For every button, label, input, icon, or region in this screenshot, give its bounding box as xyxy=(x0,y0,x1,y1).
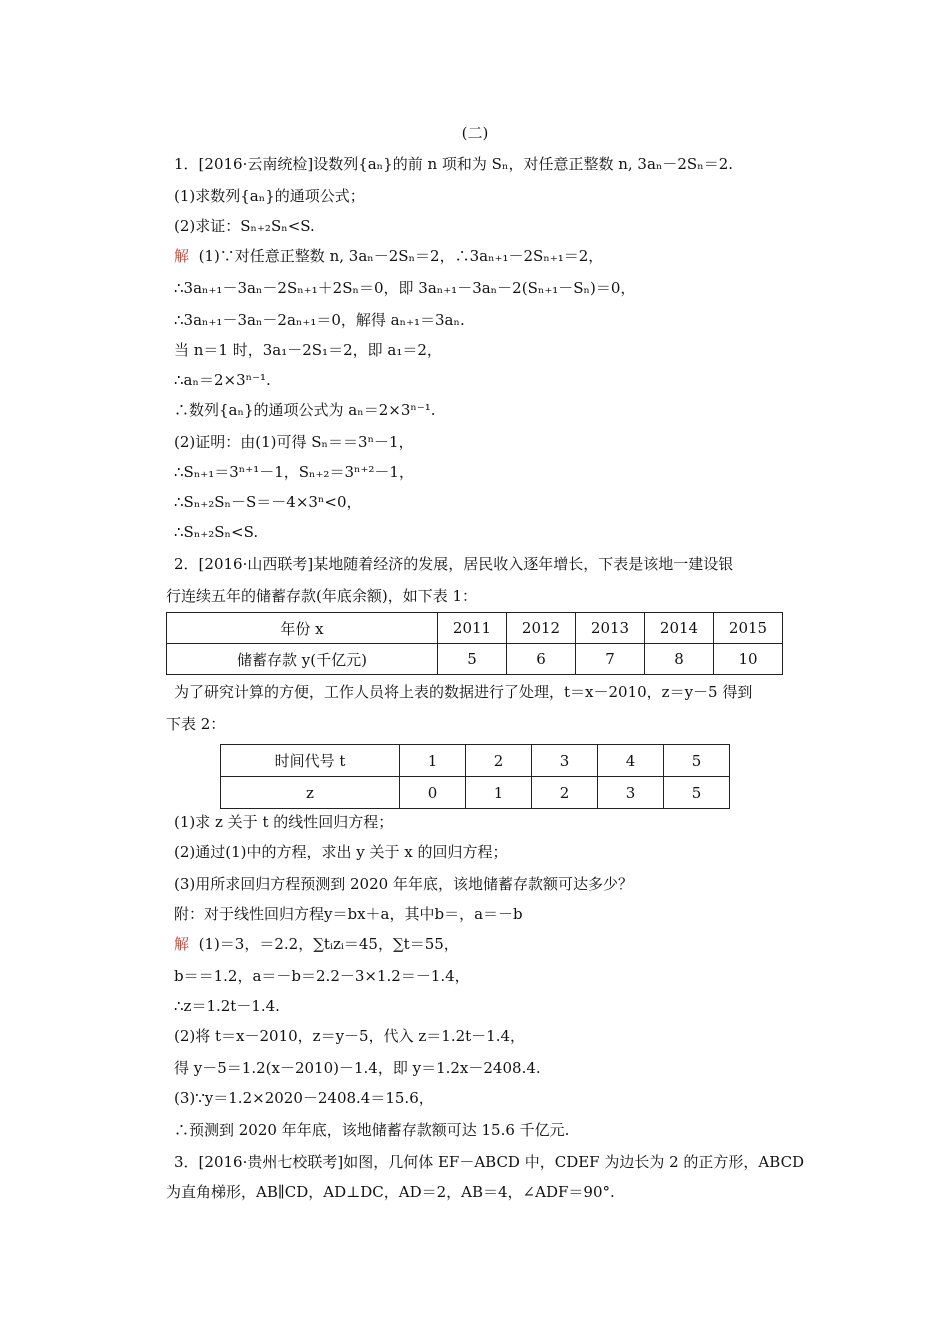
table-cell: 4 xyxy=(598,745,664,777)
table-row xyxy=(221,745,730,777)
section-title: (二) xyxy=(461,124,489,142)
solution-line: ∴Sₙ₊₂Sₙ<S. xyxy=(174,523,259,541)
problem-1-question: 1．[2016·云南统检]设数列{aₙ}的前 n 项和为 Sₙ，对任意正整数 n, 3aₙ－2Sₙ＝2. xyxy=(174,155,734,173)
problem-2-transform-cont: 下表 2： xyxy=(166,715,226,733)
table-2 xyxy=(220,744,730,809)
solution-line: ∴3aₙ₊₁－3aₙ－2Sₙ₊₁＋2Sₙ＝0，即 3aₙ₊₁－3aₙ－2(Sₙ₊₁－Sₙ)＝0， xyxy=(174,279,636,297)
table-row xyxy=(167,613,783,644)
solution-line: ∴3aₙ₊₁－3aₙ－2aₙ₊₁＝0，解得 aₙ₊₁＝3aₙ. xyxy=(174,311,465,329)
problem-1-solution-start xyxy=(174,246,603,266)
table-cell: 3 xyxy=(598,777,664,809)
solution-line: b＝＝1.2，a＝－b＝2.2－3×1.2＝－1.4， xyxy=(174,967,470,985)
solution-line: (3)∵y＝1.2×2020－2408.4＝15.6， xyxy=(174,1089,434,1107)
solution-line: (2)将 t＝x－2010，z＝y－5，代入 z＝1.2t－1.4， xyxy=(174,1027,526,1045)
solution-line: ∴数列{aₙ}的通项公式为 aₙ＝2×3ⁿ⁻¹. xyxy=(174,401,436,419)
problem-3-question: 3．[2016·贵州七校联考]如图，几何体 EF－ABCD 中，CDEF 为边长为 2 的正方形，ABCD xyxy=(174,1153,805,1171)
solution-label: 解 xyxy=(174,935,190,953)
table-row xyxy=(221,777,730,809)
solution-line: (2)证明：由(1)可得 Sₙ＝＝3ⁿ－1， xyxy=(174,433,414,451)
problem-2-question-cont: 行连续五年的储蓄存款(年底余额)，如下表 1： xyxy=(166,587,478,605)
table-cell: 3 xyxy=(532,745,598,777)
table-cell: 6 xyxy=(507,644,576,675)
problem-2-appendix: 附：对于线性回归方程y＝bx＋a，其中b＝，a＝－b xyxy=(174,905,523,923)
table-cell: 2011 xyxy=(438,613,507,644)
solution-line: (1)∵对任意正整数 n, 3aₙ－2Sₙ＝2，∴3aₙ₊₁－2Sₙ₊₁＝2， xyxy=(198,247,604,265)
problem-3-question-cont: 为直角梯形，AB∥CD，AD⊥DC，AD＝2，AB＝4，∠ADF＝90°. xyxy=(166,1183,615,1201)
problem-2-part-3: (3)用所求回归方程预测到 2020 年年底，该地储蓄存款额可达多少？ xyxy=(174,875,633,893)
solution-line: (1)＝3，＝2.2，∑tᵢzᵢ＝45，∑t＝55， xyxy=(198,935,459,953)
problem-2-question: 2．[2016·山西联考]某地随着经济的发展，居民收入逐年增长，下表是该地一建设银 xyxy=(174,555,734,573)
solution-line: ∴Sₙ₊₂Sₙ－S＝－4×3ⁿ<0， xyxy=(174,493,362,511)
solution-line: ∴aₙ＝2×3ⁿ⁻¹. xyxy=(174,371,271,389)
solution-line: ∴z＝1.2t－1.4. xyxy=(174,997,280,1015)
table-cell: 5 xyxy=(438,644,507,675)
solution-line: 得 y－5＝1.2(x－2010)－1.4，即 y＝1.2x－2408.4. xyxy=(174,1059,541,1077)
table-cell: 2015 xyxy=(714,613,783,644)
table-cell: 年份 x xyxy=(167,613,438,644)
table-cell: 2013 xyxy=(576,613,645,644)
table-cell: 8 xyxy=(645,644,714,675)
problem-1-part-2: (2)求证：Sₙ₊₂Sₙ<S. xyxy=(174,217,315,235)
table-cell: 2 xyxy=(532,777,598,809)
table-cell: 10 xyxy=(714,644,783,675)
table-cell: 1 xyxy=(400,745,466,777)
problem-2-transform: 为了研究计算的方便，工作人员将上表的数据进行了处理，t＝x－2010，z＝y－5 得到 xyxy=(174,683,753,701)
table-cell: 2012 xyxy=(507,613,576,644)
table-cell: 5 xyxy=(664,745,730,777)
solution-label: 解 xyxy=(174,247,190,265)
problem-2-part-1: (1)求 z 关于 t 的线性回归方程； xyxy=(174,813,394,831)
table-cell: 0 xyxy=(400,777,466,809)
table-cell: 5 xyxy=(664,777,730,809)
solution-line: ∴预测到 2020 年年底，该地储蓄存款额可达 15.6 千亿元. xyxy=(174,1121,570,1139)
problem-2-part-2: (2)通过(1)中的方程，求出 y 关于 x 的回归方程； xyxy=(174,843,508,861)
table-cell: 时间代号 t xyxy=(221,745,400,777)
table-cell: 2014 xyxy=(645,613,714,644)
solution-line: 当 n＝1 时，3a₁－2S₁＝2，即 a₁＝2， xyxy=(174,341,442,359)
table-cell: 2 xyxy=(466,745,532,777)
problem-1-part-1: (1)求数列{aₙ}的通项公式； xyxy=(174,187,365,205)
table-row xyxy=(167,644,783,675)
table-1 xyxy=(166,612,783,675)
table-cell: 储蓄存款 y(千亿元) xyxy=(167,644,438,675)
solution-line: ∴Sₙ₊₁＝3ⁿ⁺¹－1，Sₙ₊₂＝3ⁿ⁺²－1， xyxy=(174,463,414,481)
table-cell: z xyxy=(221,777,400,809)
table-cell: 7 xyxy=(576,644,645,675)
table-cell: 1 xyxy=(466,777,532,809)
problem-2-solution-start xyxy=(174,934,459,954)
